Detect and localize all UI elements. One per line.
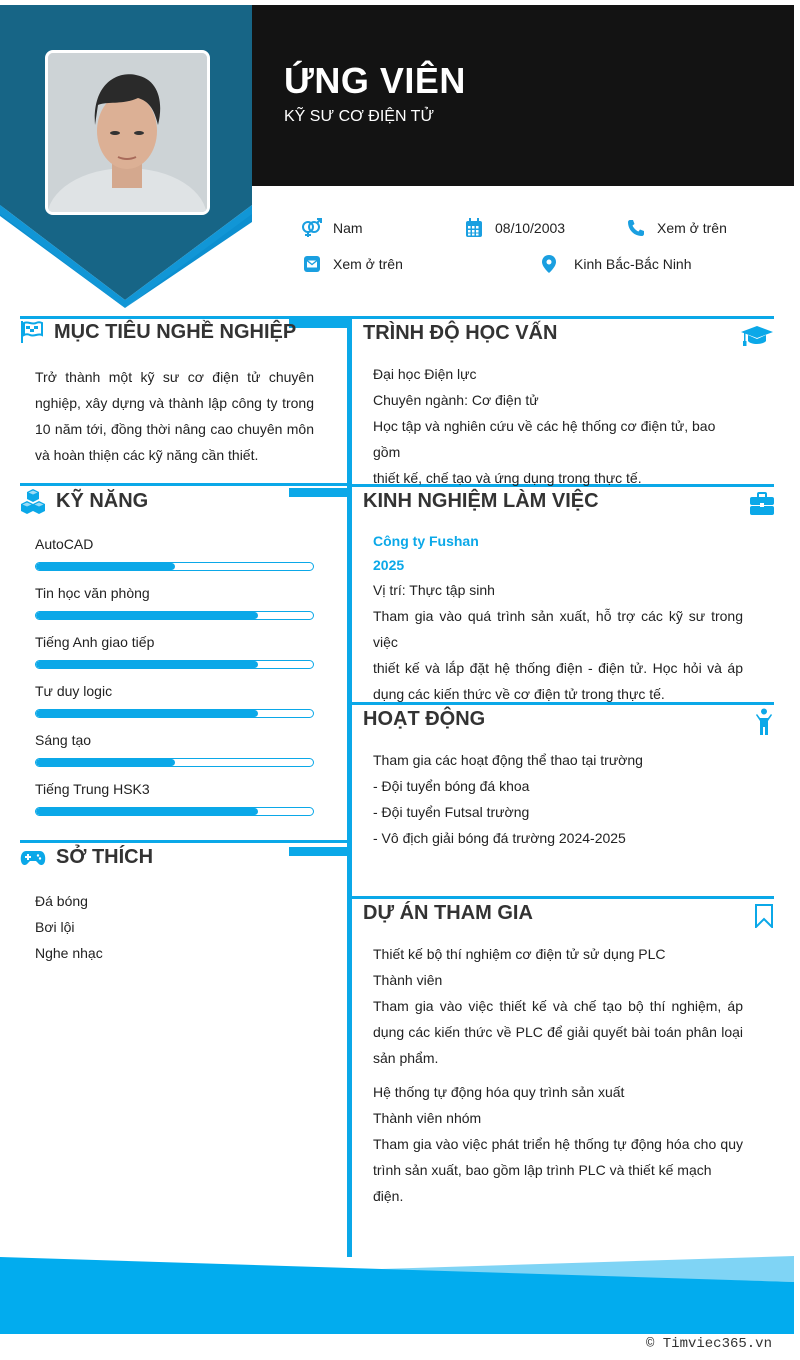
- project-desc: sản phẩm.: [373, 1050, 439, 1066]
- gamepad-icon: [20, 848, 46, 868]
- education-desc: Học tập và nghiên cứu về các hệ thống cơ điện tử, bao gồm: [373, 418, 716, 460]
- flag-icon: [20, 320, 44, 344]
- project-name: Hệ thống tự động hóa quy trình sản xuất: [373, 1084, 625, 1100]
- project-name: Thiết kế bộ thí nghiệm cơ điện tử sử dụng PLC: [373, 946, 666, 962]
- experience-position: Vị trí: Thực tập sinh: [373, 582, 495, 598]
- skill-bar-fill: [36, 808, 258, 815]
- skill-label: Tiếng Trung HSK3: [35, 781, 150, 797]
- hobby-item: Nghe nhạc: [35, 945, 103, 961]
- phone-value: Xem ở trên: [657, 220, 727, 236]
- location-pin-icon: [538, 253, 560, 275]
- bookmark-icon: [755, 904, 773, 933]
- candidate-name: ỨNG VIÊN: [284, 60, 466, 101]
- objective-title: MỤC TIÊU NGHỀ NGHIỆP: [54, 320, 297, 343]
- objective-line: và hoàn thiện các kỹ năng cần thiết.: [35, 447, 259, 463]
- experience-company: Công ty Fushan: [373, 533, 479, 549]
- skills-title: KỸ NĂNG: [56, 489, 149, 512]
- objective-line: 10 năm tới, đồng thời nâng cao chuyên môn: [35, 421, 314, 437]
- activity-line: Tham gia các hoạt động thể thao tại trường: [373, 752, 643, 768]
- birthday-value: 08/10/2003: [495, 220, 566, 236]
- education-title: TRÌNH ĐỘ HỌC VẤN: [363, 322, 558, 344]
- hobby-item: Bơi lội: [35, 919, 75, 935]
- person-icon: [756, 708, 772, 741]
- hobbies-list: [35, 888, 103, 966]
- footer-wave: [0, 1255, 800, 1335]
- experience-content: [373, 529, 743, 707]
- gender-value: Nam: [333, 220, 363, 236]
- contact-gender: [301, 217, 363, 239]
- skill-bar-fill: [36, 563, 175, 570]
- project-role: Thành viên: [373, 972, 443, 988]
- contact-phone: [625, 217, 727, 239]
- address-value: Kinh Bắc-Bắc Ninh: [574, 256, 692, 272]
- skill-bar: [35, 709, 314, 718]
- divider-projects: [352, 896, 774, 899]
- experience-year: 2025: [373, 557, 405, 573]
- activity-line: - Vô địch giải bóng đá trường 2024-2025: [373, 830, 626, 846]
- skill-label: Tin học văn phòng: [35, 585, 150, 601]
- skill-bar-fill: [36, 612, 258, 619]
- experience-desc: Tham gia vào quá trình sản xuất, hỗ trợ các kỹ sư trong việc: [373, 608, 743, 650]
- skill-bar-fill: [36, 710, 258, 717]
- column-divider: [347, 316, 352, 1271]
- project-desc: Tham gia vào việc thiết kế và chế tạo bộ thí nghiệm, áp: [373, 998, 743, 1014]
- project-item: [373, 1079, 743, 1209]
- divider-top: [20, 316, 774, 319]
- skill-label: Tư duy logic: [35, 683, 113, 699]
- hobby-item: Đá bóng: [35, 893, 88, 909]
- job-title: KỸ SƯ CƠ ĐIỆN TỬ: [284, 108, 435, 125]
- section-title-projects: [363, 902, 533, 925]
- education-major: Chuyên ngành: Cơ điện tử: [373, 392, 539, 408]
- phone-icon: [625, 217, 647, 239]
- avatar-photo: [45, 50, 210, 215]
- skill-bar-fill: [36, 759, 175, 766]
- project-desc: Tham gia vào việc phát triển hệ thống tự động hóa cho quy: [373, 1136, 743, 1152]
- section-title-hobbies: [20, 846, 153, 869]
- education-content: [373, 361, 743, 491]
- objective-line: nghiệp, xây dựng và thành lập công ty trong: [35, 395, 314, 411]
- contact-birthday: [463, 217, 565, 239]
- section-title-experience: [363, 490, 599, 513]
- cubes-icon: [20, 488, 46, 514]
- project-item: [373, 941, 743, 1071]
- section-title-objective: [20, 320, 296, 344]
- hobbies-title: SỞ THÍCH: [56, 846, 154, 868]
- section-title-skills: [20, 488, 148, 514]
- activity-line: - Đội tuyển Futsal trường: [373, 804, 530, 820]
- skill-label: Tiếng Anh giao tiếp: [35, 634, 155, 650]
- divider-skills: [20, 483, 347, 486]
- divider-hobbies: [20, 840, 347, 843]
- tab-skills: [289, 488, 347, 497]
- skill-bar: [35, 807, 314, 816]
- tab-hobbies: [289, 847, 347, 856]
- section-title-activities: [363, 708, 485, 731]
- calendar-icon: [463, 217, 485, 239]
- copyright-text: © Timviec365.vn: [645, 1336, 772, 1352]
- gender-icon: [301, 217, 323, 239]
- email-value: Xem ở trên: [333, 256, 403, 272]
- experience-desc: thiết kế và lắp đặt hệ thống điện - điện tử. Học hỏi và áp: [373, 660, 743, 676]
- skill-bar-fill: [36, 661, 258, 668]
- objective-line: Trở thành một kỹ sư cơ điện tử chuyên: [35, 369, 314, 385]
- activities-title: HOẠT ĐỘNG: [363, 708, 486, 730]
- activity-line: - Đội tuyển bóng đá khoa: [373, 778, 530, 794]
- experience-desc: dụng các kiến thức về cơ điện tử trong thực tế.: [373, 686, 665, 702]
- experience-title: KINH NGHIỆM LÀM VIỆC: [363, 490, 599, 512]
- education-school: Đại học Điện lực: [373, 366, 477, 382]
- skill-bar: [35, 758, 314, 767]
- briefcase-icon: [750, 492, 774, 521]
- skill-bar: [35, 660, 314, 669]
- project-desc: trình sản xuất, bao gồm lập trình PLC và thiết kế mạch điện.: [373, 1162, 712, 1204]
- education-desc: thiết kế, chế tạo và ứng dụng trong thực tế.: [373, 470, 642, 486]
- skill-bar: [35, 562, 314, 571]
- project-desc: dụng các kiến thức về PLC để giải quyết bài toán phân loại: [373, 1024, 743, 1040]
- activities-content: [373, 747, 743, 851]
- skill-label: AutoCAD: [35, 536, 94, 552]
- graduation-cap-icon: [741, 324, 773, 353]
- contact-address: [538, 253, 692, 275]
- skill-label: Sáng tạo: [35, 732, 92, 748]
- projects-title: DỰ ÁN THAM GIA: [363, 902, 533, 924]
- skill-bar: [35, 611, 314, 620]
- tab-objective: [289, 319, 347, 328]
- objective-text: [35, 364, 314, 468]
- contact-email: [301, 253, 403, 275]
- email-icon: [301, 253, 323, 275]
- section-title-education: [363, 322, 557, 345]
- project-role: Thành viên nhóm: [373, 1110, 482, 1126]
